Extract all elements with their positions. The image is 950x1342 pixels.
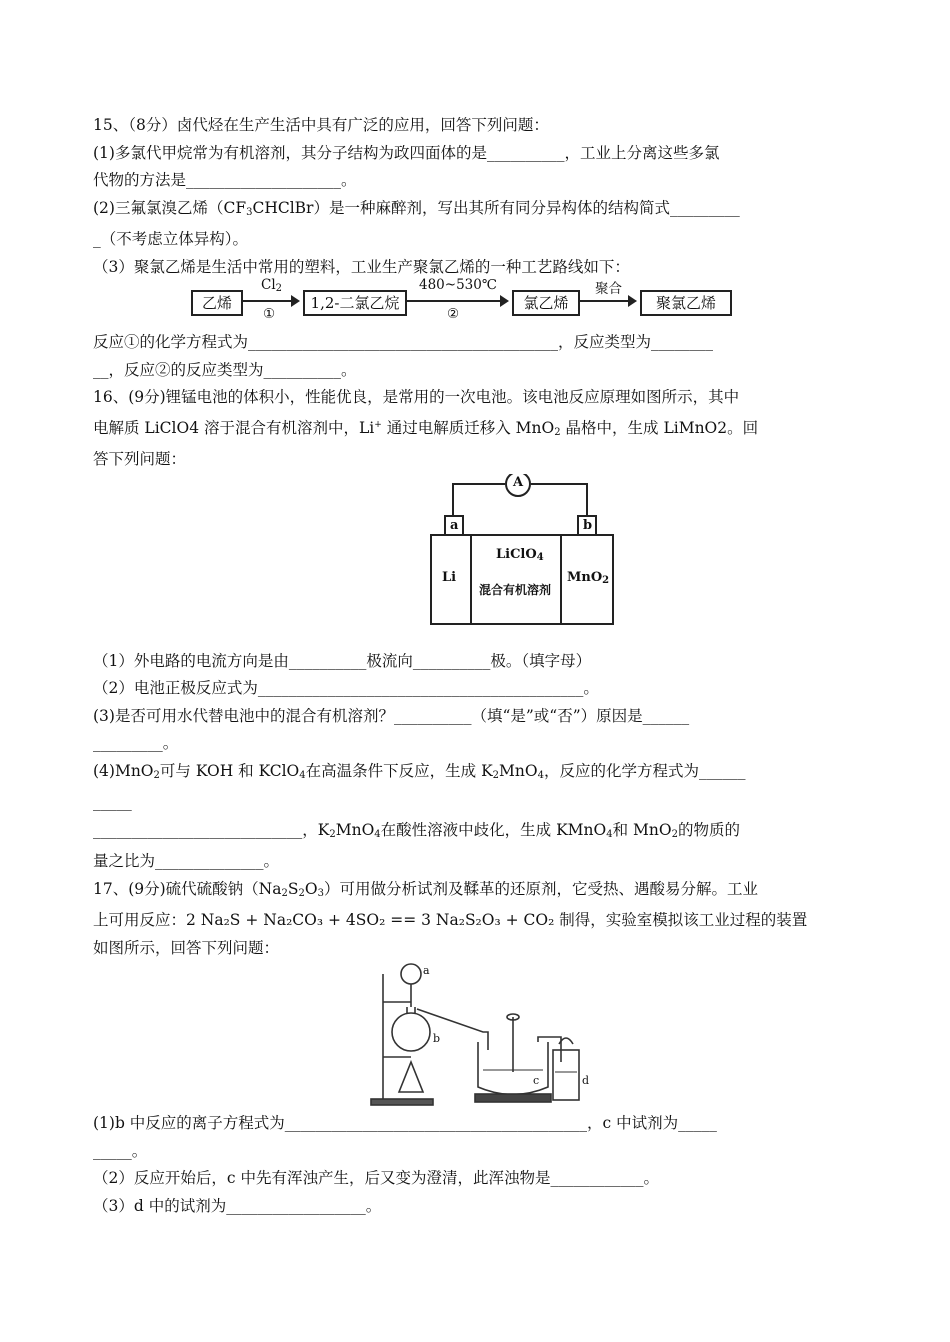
q16-line3: 答下列问题：	[93, 450, 187, 469]
q17-sub1-line2: _____。	[93, 1141, 148, 1160]
flow-box-dichloroethane: 1,2-二氯乙烷	[303, 290, 407, 316]
q16-line1: 16、(9分)锂锰电池的体积小，性能优良，是常用的一次电池。该电池反应原理如图所示，其中	[93, 388, 740, 406]
battery-svg	[93, 474, 858, 639]
q15-part1-line1: (1)多氯代甲烷常为有机溶剂，其分子结构为政四面体的是__________，工业上分离这些多氯	[93, 143, 720, 162]
apparatus-diagram	[93, 962, 858, 1110]
q16-sub4-line4: 量之比为______________。	[93, 852, 280, 871]
q15-part1-line2: 代物的方法是____________________。	[93, 171, 357, 189]
label-d: d	[582, 1074, 590, 1088]
terminal-a-label: a	[450, 517, 459, 533]
q17-line2: 上可用反应：2 Na₂S + Na₂CO₃ + 4SO₂ == 3 Na₂S₂O₃ + CO₂ 制得，实验室模拟该工业过程的装置	[93, 911, 808, 930]
flow-arrow-2	[407, 300, 507, 302]
electrolyte-label: LiClO$_4$	[496, 546, 544, 563]
flow-box-ethylene: 乙烯	[191, 290, 243, 316]
apparatus-svg	[93, 962, 858, 1110]
q16-line2: 电解质 LiClO4 溶于混合有机溶剂中，Li+ 通过电解质迁移入 MnO$_2$ 晶格中，生成 LiMnO2。回	[93, 418, 759, 438]
anode-label: Li	[442, 569, 457, 585]
q16-sub1: （1）外电路的电流方向是由__________极流向__________极。（填字母）	[93, 651, 592, 670]
q17-sub1-line1: (1)b 中反应的离子方程式为_______________________________________，c 中试剂为_____	[93, 1114, 717, 1133]
flow-arrow-3	[580, 300, 635, 302]
flow-condition-polymerize: 聚合	[595, 281, 622, 297]
q15-part3-line2: __，反应②的反应类型为__________。	[93, 360, 357, 379]
label-c: c	[533, 1074, 540, 1088]
q17-sub3: （3）d 中的试剂为__________________。	[93, 1196, 382, 1215]
q16-sub4-line1: (4)MnO$_2$可与 KOH 和 KClO$_4$在高温条件下反应，生成 $K_2MnO_4$，反应的化学方程式为______	[93, 761, 746, 781]
q15-part3-intro: （3）聚氯乙烯是生活中常用的塑料，工业生产聚氯乙烯的一种工艺路线如下：	[93, 257, 630, 276]
terminal-b-label: b	[583, 517, 593, 533]
q16-sub3-line1: (3)是否可用水代替电池中的混合有机溶剂？__________（填“是”或“否”）原因是______	[93, 706, 690, 725]
cathode-label: MnO$_2$	[567, 569, 610, 586]
q16-sub3-line2: _________。	[93, 734, 179, 753]
flow-step-2: ②	[447, 306, 460, 322]
flow-arrow-1	[243, 300, 298, 302]
q15-part3-line1: 反应①的化学方程式为________________________________________，反应类型为________	[93, 333, 714, 351]
q15-part2-line2: _（不考虑立体异构）。	[93, 230, 249, 248]
q15-title: 15、（8分）卤代烃在生产生活中具有广泛的应用，回答下列问题：	[93, 116, 549, 134]
exam-page	[93, 112, 858, 1220]
label-a: a	[423, 964, 430, 978]
q16-sub4-line2: _____	[93, 793, 132, 812]
label-b: b	[433, 1032, 441, 1046]
flow-reagent-cl2: $Cl_2$	[261, 277, 283, 294]
battery-diagram	[93, 474, 858, 639]
solvent-label: 混合有机溶剂	[479, 582, 552, 597]
q16-sub4-line3: ___________________________，$K_2MnO_4$在酸性溶液中歧化，生成 KMnO$_4$和 MnO$_2$的物质的	[93, 820, 740, 840]
flow-box-pvc: 聚氯乙烯	[640, 290, 732, 316]
q15-part2-line1: (2)三氟氯溴乙烯$(CF_3CHClBr)$是一种麻醉剂，写出其所有同分异构体的结构简式_________	[93, 198, 740, 218]
q17-sub2: （2）反应开始后，c 中先有浑浊产生，后又变为澄清，此浑浊物是____________。	[93, 1169, 659, 1188]
q17-line3: 如图所示，回答下列问题：	[93, 938, 280, 957]
ammeter-label: A	[513, 474, 524, 490]
q17-line1: 17、(9分)硫代硫酸钠$(Na_2S_2O_3)$可用做分析试剂及鞣革的还原剂，它受热、遇酸易分解。工业	[93, 879, 758, 899]
flow-box-vinyl-chloride: 氯乙烯	[512, 290, 580, 316]
flow-condition-temp: 480~530℃	[419, 277, 497, 293]
pvc-process-flow	[191, 277, 858, 325]
flow-step-1: ①	[263, 306, 276, 322]
q16-sub2: （2）电池正极反应式为__________________________________________。	[93, 679, 599, 698]
